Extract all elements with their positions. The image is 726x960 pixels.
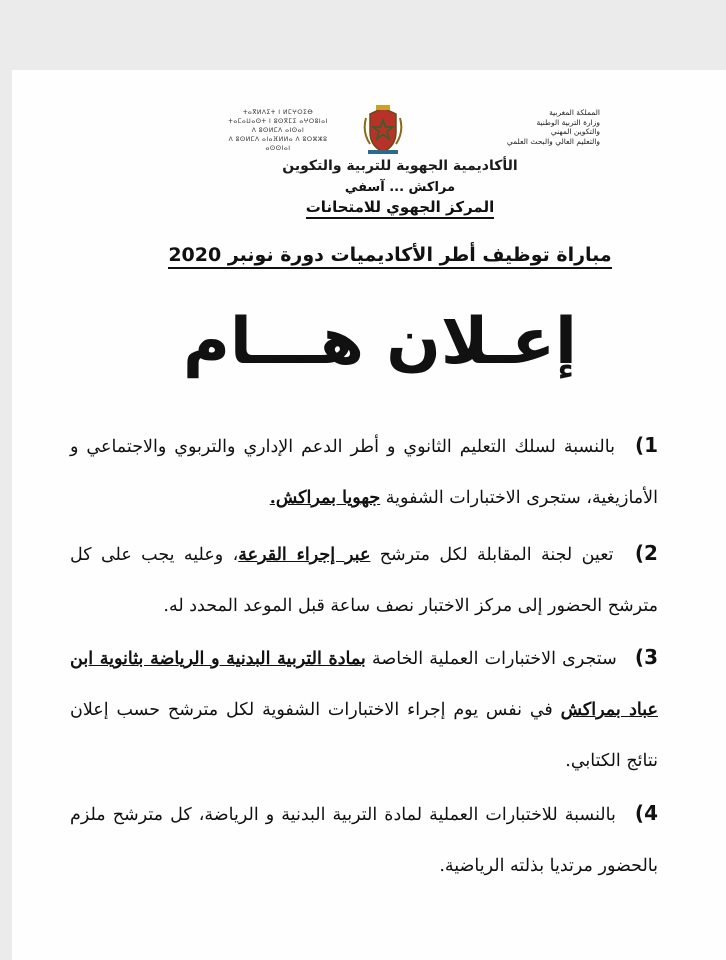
academy-name: الأكاديمية الجهوية للتربية والتكوين (282, 158, 518, 174)
header-tifinagh-line: ⵜⴰⵎⴰⵡⴰⵙⵜ ⵏ ⵓⵙⴳⵎⵉ ⴰⵖⵔⵓⵏⴰⵏ (228, 118, 328, 125)
item-text: ، وعليه يجب على كل مترشح الحضور إلى مركز الاختبار نصف ساعة قبل الموعد المحدد له. (70, 545, 658, 616)
header-tifinagh-line: ⴷ ⵓⵙⵍⵎⴷ ⴰⵏⵙⴰⵏ (251, 127, 305, 134)
item-text: ستجرى الاختبارات العملية الخاصة (372, 649, 617, 669)
contest-title-text: مباراة توظيف أطر الأكاديميات دورة نونبر 2020 (168, 244, 611, 269)
notice-item-3 (70, 632, 658, 787)
notice-item-2 (70, 528, 658, 632)
header-tifinagh-block (222, 108, 334, 153)
item-number: 2) (634, 541, 658, 565)
item-text: بالنسبة للاختبارات العملية لمادة التربية البدنية و الرياضة، كل مترشح ملزم بالحضور مرتديا بذلته الرياضية. (70, 805, 658, 876)
exam-center-name (200, 198, 600, 216)
contest-title (120, 244, 660, 266)
item-underlined-text: بمادة التربية البدنية و الرياضة بثانوية ابن عباد بمراكش (70, 649, 658, 720)
header-arabic-line: المملكة المغربية (549, 108, 600, 117)
item-number: 4) (634, 801, 658, 825)
item-number: 3) (634, 645, 658, 669)
item-text: في نفس يوم إجراء الاختبارات الشفوية لكل مترشح حسب إعلان نتائج الكتابي. (70, 700, 658, 771)
header-tifinagh-line: ⵜⴰⴳⵍⴷⵉⵜ ⵏ ⵍⵎⵖⵔⵉⴱ (242, 109, 314, 116)
item-underlined-text: عبر إجراء القرعة (238, 545, 371, 565)
header-arabic-line: والتكوين المهني (550, 127, 600, 136)
header-arabic-block (490, 108, 600, 146)
notice-title: إعـلان هـــام (183, 305, 577, 379)
notice-item-4 (70, 788, 658, 892)
item-text: تعين لجنة المقابلة لكل مترشح (379, 545, 614, 565)
header-arabic-line: والتعليم العالي والبحث العلمي (506, 136, 600, 146)
notice-item-1 (70, 420, 658, 524)
item-number: 1) (634, 433, 658, 457)
header-tifinagh-line: ⴷ ⵓⵙⵍⵎⴷ ⴰⵏⴰⴼⵍⵍⴰ ⴷ ⵓⵔⵣⵣⵓ ⴰⵙⵙⵏⴰⵏ (228, 136, 328, 152)
item-underlined-text: جهويا بمراكش. (269, 488, 381, 508)
item-text: بالنسبة لسلك التعليم الثانوي و أطر الدعم الإداري والتربوي والاجتماعي و الأمازيغية، ستجرى الاختبارات الشفوية (70, 437, 658, 508)
region-name: مراكش ... آسفي (344, 180, 456, 195)
coat-of-arms-icon (360, 104, 406, 156)
header-arabic-line: وزارة التربية الوطنية (536, 117, 600, 127)
exam-center-text: المركز الجهوي للامتحانات (306, 198, 495, 219)
